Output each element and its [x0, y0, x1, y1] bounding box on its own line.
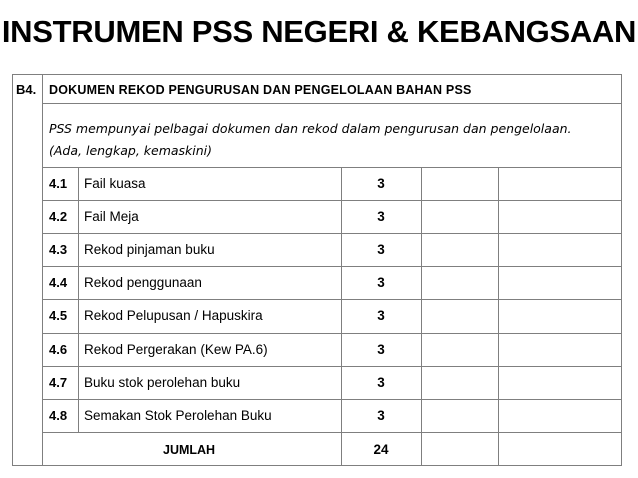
- item-score: 3: [377, 275, 385, 291]
- code-column: [12, 74, 43, 466]
- item-label: Semakan Stok Perolehan Buku: [84, 407, 272, 423]
- divider: [43, 299, 622, 300]
- item-number: 4.8: [49, 407, 68, 423]
- divider: [78, 167, 79, 432]
- total-value: 24: [373, 442, 389, 457]
- divider: [43, 266, 622, 267]
- intro-line-1: PSS mempunyai pelbagai dokumen dan rekod dalam pengurusan dan pengelolaan.: [49, 121, 572, 136]
- divider: [43, 200, 622, 201]
- item-number: 4.3: [49, 242, 68, 258]
- item-number: 4.2: [49, 209, 68, 225]
- divider: [421, 167, 422, 466]
- item-score: 3: [377, 374, 385, 390]
- item-number: 4.1: [49, 176, 68, 191]
- divider: [43, 432, 622, 433]
- item-score: 3: [377, 176, 385, 191]
- divider: [43, 167, 622, 168]
- page-title: INSTRUMEN PSS NEGERI & KEBANGSAAN: [1, 14, 637, 49]
- item-label: Rekod penggunaan: [84, 275, 202, 291]
- divider: [43, 103, 622, 104]
- divider: [43, 366, 622, 367]
- total-label: JUMLAH: [163, 443, 216, 457]
- item-label: Rekod pinjaman buku: [84, 242, 215, 258]
- intro-line-2: (Ada, lengkap, kemaskini): [49, 143, 213, 158]
- item-number: 4.4: [49, 275, 68, 291]
- divider: [43, 333, 622, 334]
- section-heading: DOKUMEN REKOD PENGURUSAN DAN PENGELOLAAN BAHAN PSS: [49, 83, 472, 97]
- divider: [43, 233, 622, 234]
- divider: [341, 167, 342, 466]
- item-score: 3: [377, 341, 385, 357]
- item-label: Fail kuasa: [84, 176, 146, 191]
- item-label: Rekod Pelupusan / Hapuskira: [84, 308, 263, 324]
- divider: [43, 399, 622, 400]
- item-label: Rekod Pergerakan (Kew PA.6): [84, 341, 268, 357]
- item-score: 3: [377, 308, 385, 324]
- divider: [498, 167, 499, 466]
- item-label: Fail Meja: [84, 209, 139, 225]
- item-number: 4.7: [49, 374, 68, 390]
- item-score: 3: [377, 242, 385, 258]
- item-number: 4.5: [49, 308, 68, 324]
- section-code: B4.: [16, 82, 37, 97]
- item-number: 4.6: [49, 341, 68, 357]
- item-score: 3: [377, 407, 385, 423]
- item-label: Buku stok perolehan buku: [84, 374, 241, 390]
- item-score: 3: [377, 209, 385, 225]
